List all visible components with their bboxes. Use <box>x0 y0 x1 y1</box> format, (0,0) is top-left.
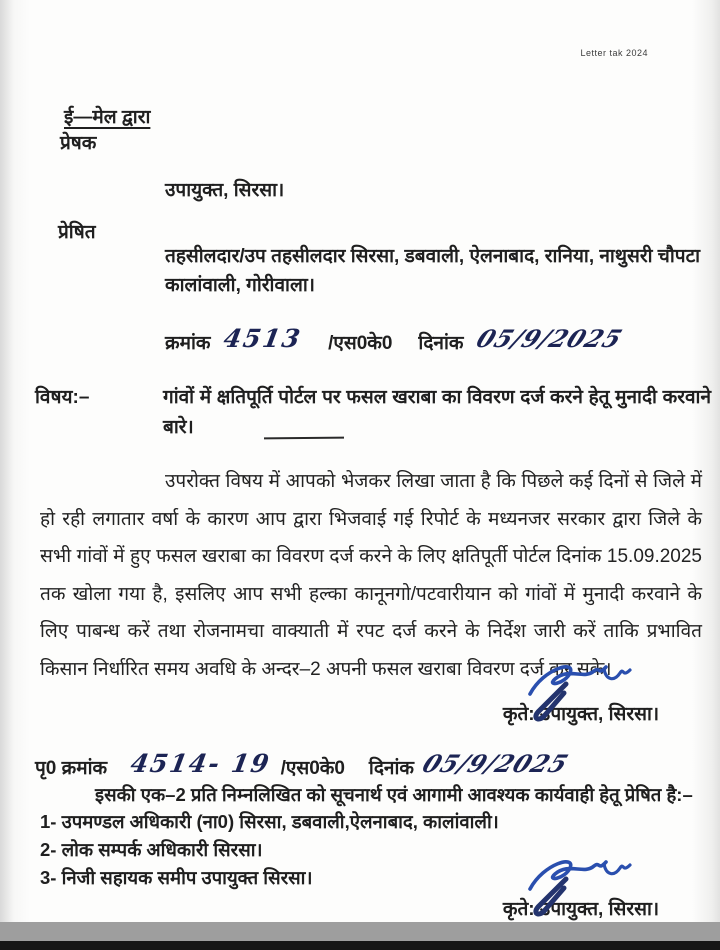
letter-corner-note: Letter tak 2024 <box>580 47 648 59</box>
signature-block-top <box>456 660 706 726</box>
cc-item-2: 2- लोक सम्पर्क अधिकारी सिरसा। <box>40 838 263 860</box>
reference-date-handwritten: 05/9/2025 <box>471 324 627 353</box>
cc-item-1: 1- उपमण्डल अधिकारी (ना0) सिरसा, डबवाली,ऐलनाबाद, कालांवाली। <box>40 811 499 832</box>
signature-ink-icon <box>514 660 644 722</box>
signature-scribble <box>456 855 706 903</box>
letter-body-paragraph: उपरोक्त विषय में आपको भेजकर लिखा जाता है कि पिछले कई दिनों से जिले में हो रही लगातार वर्षा के कारण आप द्वारा भिजवाई गई रिपोर्ट के मध्यनजर सरकार द्वारा जिले के सभी गांवों में हुए फसल खराबा का विवरण दर्ज करने के लिए क्षतिपूर्ती पोर्टल दिनांक 15.09.2025 तक खोला गया है, इसलिए आप सभी हल्का कानूनगो/पटवारीयान को गांवों में मुनादी करवाने के लिए पाबन्ध करें तथा रोजनामचा वाक्याती में रपट दर्ज करने के निर्देश जारी करें ताकि प्रभावित किसान निर्धारित समय अवधि के अन्दर–2 अपनी फसल खराबा विवरण दर्ज कर सके। <box>40 471 702 681</box>
endorsement-date-handwritten: 05/9/2025 <box>418 749 574 778</box>
cc-item-3: 3- निजी सहायक समीप उपायुक्त सिरसा। <box>40 866 313 888</box>
reference-number-handwritten: 4513 <box>221 324 305 353</box>
endorsement-suffix: /एस0के0 <box>280 758 345 779</box>
endorsement-number-handwritten: 4514- 19 <box>128 749 274 778</box>
photo-bottom-black-band <box>0 941 720 950</box>
endorsement-date-label: दिनांक <box>368 758 414 779</box>
endorsement-reference-line <box>35 749 574 780</box>
endorsement-ref-label: पृ0 क्रमांक <box>35 758 108 779</box>
photo-bottom-gray-band <box>0 922 720 941</box>
by-order-text: कृते: उपायुक्त, सिरसा। <box>502 704 660 725</box>
recipient-value: तहसीलदार/उप तहसीलदार सिरसा, डबवाली, ऐलनाबाद, रानिया, नाथुसरी चौपटा कालांवाली, गोरीवाला। <box>165 246 701 297</box>
reference-line <box>165 324 627 355</box>
reference-number-label: क्रमांक <box>165 333 211 354</box>
subject-label: विषय:– <box>35 387 90 408</box>
signature-block-bottom <box>456 855 706 921</box>
reference-date-label: दिनांक <box>418 333 464 354</box>
subject-text: गांवों में क्षतिपूर्ति पोर्टल पर फसल खराबा का विवरण दर्ज करने हेतू मुनादी करवाने बारे। <box>163 387 711 439</box>
reference-suffix: /एस0के0 <box>328 333 393 354</box>
sender-value: उपायुक्त, सिरसा। <box>165 180 285 201</box>
endorsement-copy-line: इसकी एक–2 प्रति निम्नलिखित को सूचनार्थ एवं आगामी आवश्यक कार्यवाही हेतू प्रेषित है:– <box>95 784 693 805</box>
signature-ink-icon <box>514 855 644 917</box>
delivery-mode-heading: ई—मेल द्वारा <box>64 107 151 128</box>
sender-label: प्रेषक <box>60 133 97 154</box>
signature-scribble <box>456 660 706 708</box>
recipient-label: प्रेषित <box>58 222 96 243</box>
by-order-text: कृते: उपायुक्त, सिरसा। <box>502 899 660 920</box>
